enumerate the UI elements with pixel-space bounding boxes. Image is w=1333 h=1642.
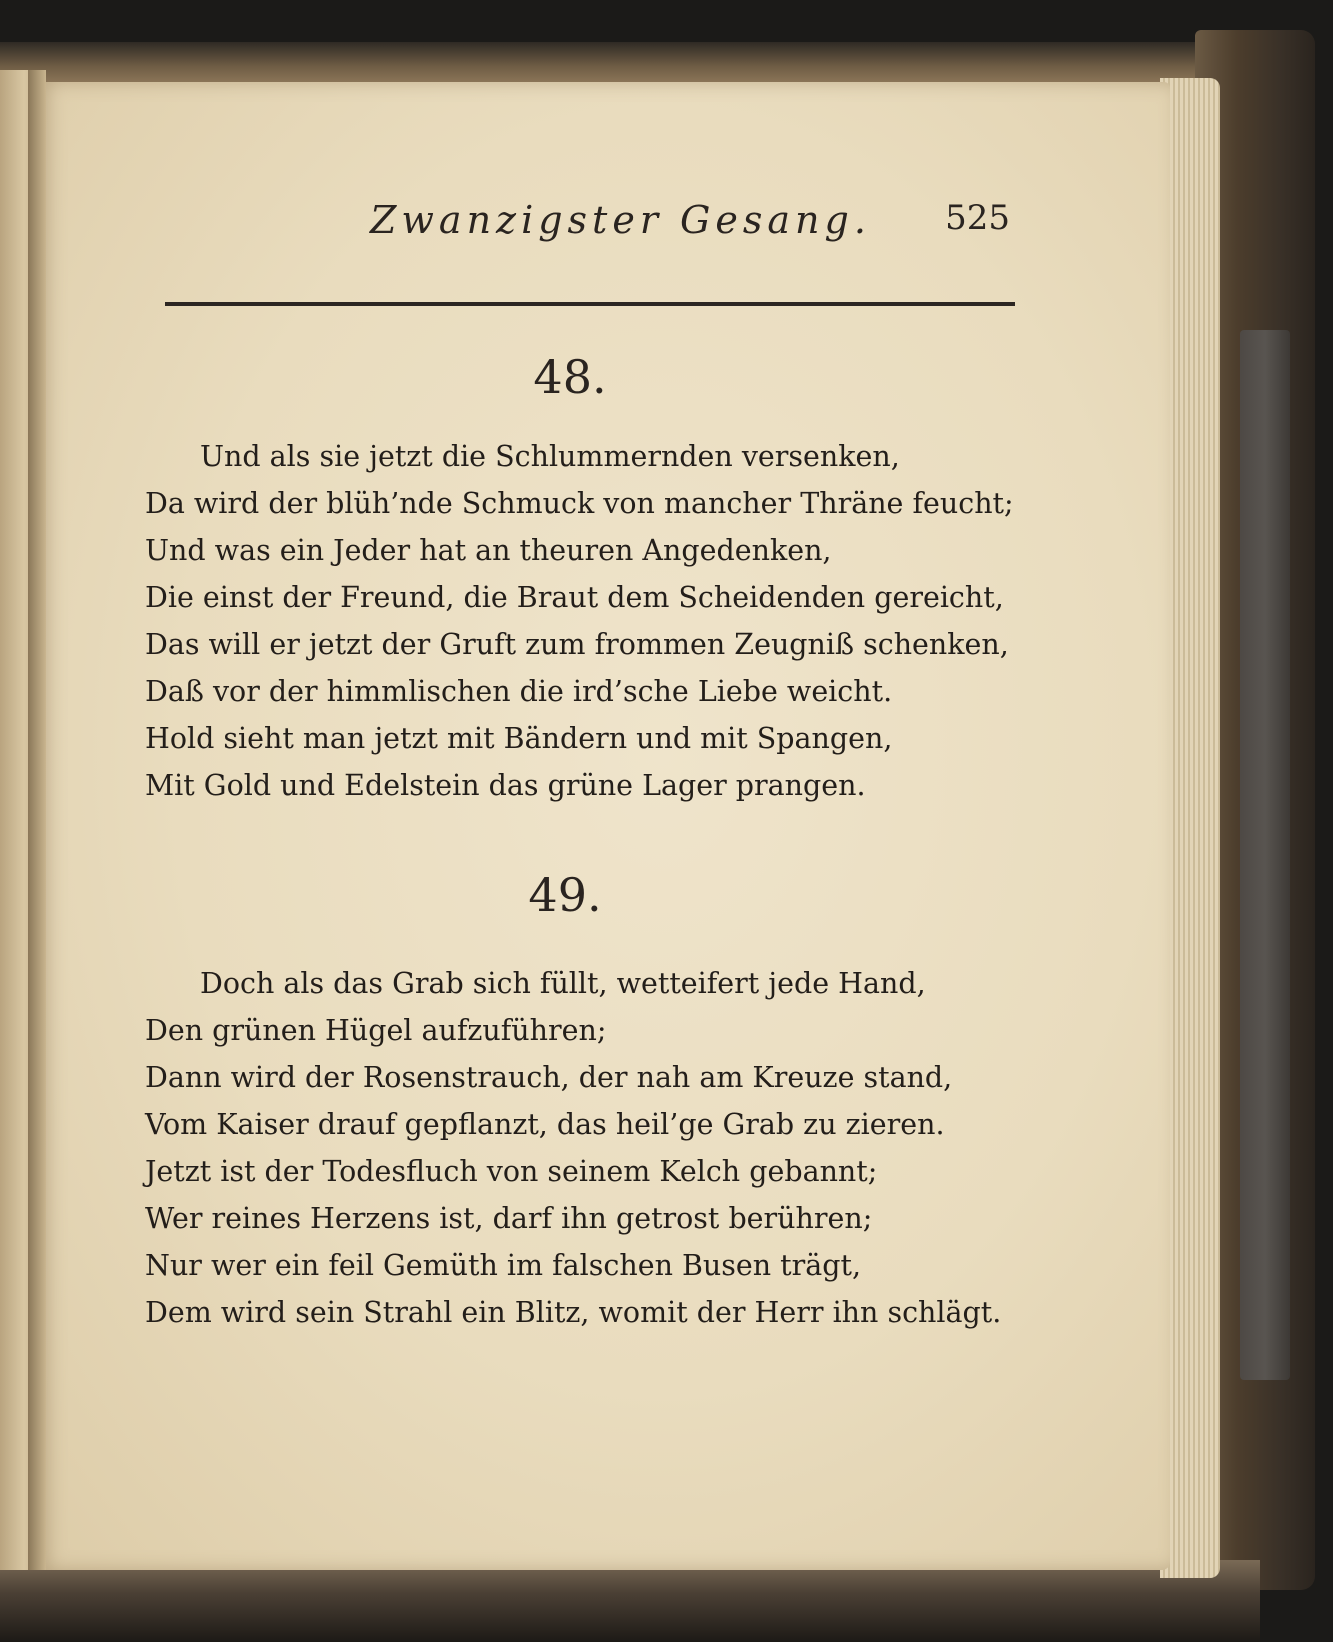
verse-line: Vom Kaiser drauf gepflanzt, das heil’ge Grab zu zieren.: [145, 1108, 945, 1141]
verse-line: Hold sieht man jetzt mit Bändern und mit Spangen,: [145, 722, 893, 755]
verse-line: Dann wird der Rosenstrauch, der nah am Kreuze stand,: [145, 1061, 953, 1094]
book-cover-edge: [1240, 330, 1290, 1380]
running-title: Zwanzigster Gesang.: [370, 198, 871, 242]
header-rule: [165, 302, 1015, 306]
verse-line: Doch als das Grab sich füllt, wetteifert jede Hand,: [200, 967, 926, 1000]
verse-line: Wer reines Herzens ist, darf ihn getrost berühren;: [145, 1202, 873, 1235]
verse-line: Daß vor der himmlischen die ird’sche Liebe weicht.: [145, 675, 893, 708]
page-number: 525: [945, 198, 1010, 238]
verse-line: Die einst der Freund, die Braut dem Scheidenden gereicht,: [145, 581, 1004, 614]
verse-line: Dem wird sein Strahl ein Blitz, womit der Herr ihn schlägt.: [145, 1296, 1002, 1329]
verse-line: Mit Gold und Edelstein das grüne Lager prangen.: [145, 769, 866, 802]
verse-line: Da wird der blüh’nde Schmuck von mancher Thräne feucht;: [145, 487, 1014, 520]
stanza-49: [145, 960, 1045, 1336]
page-gutter: [28, 70, 46, 1570]
verse-line: Und als sie jetzt die Schlummernden versenken,: [200, 440, 900, 473]
stanza-48: [145, 433, 1045, 809]
book-cover-bottom-edge: [0, 1560, 1260, 1642]
verse-line: Nur wer ein feil Gemüth im falschen Busen trägt,: [145, 1249, 862, 1282]
book-cover-top-edge: [0, 42, 1240, 82]
page-header: [330, 192, 1020, 262]
verse-line: Den grünen Hügel aufzuführen;: [145, 1014, 607, 1047]
stanza-number: 49.: [528, 868, 602, 922]
verse-line: Jetzt ist der Todesfluch von seinem Kelch gebannt;: [145, 1155, 878, 1188]
verse-line: Das will er jetzt der Gruft zum frommen Zeugniß schenken,: [145, 628, 1009, 661]
verse-line: Und was ein Jeder hat an theuren Angedenken,: [145, 534, 832, 567]
stanza-number: 48.: [533, 350, 607, 404]
